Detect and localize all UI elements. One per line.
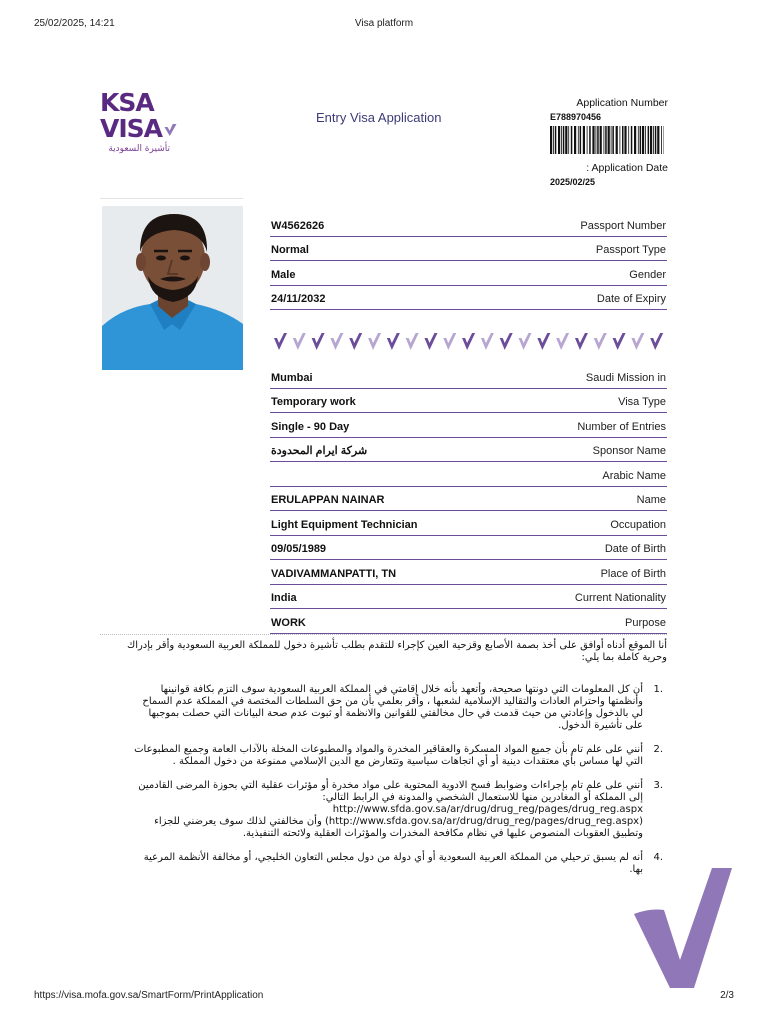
field-value: شركة ايرام المحدودة [271, 445, 368, 457]
field-label: Date of Expiry [596, 293, 666, 305]
decorative-check-strip-icon [272, 332, 667, 352]
field-row [270, 536, 667, 561]
field-value: Temporary work [271, 396, 356, 408]
field-row [270, 438, 667, 463]
print-title: Visa platform [354, 18, 414, 29]
field-label: Arabic Name [602, 469, 666, 482]
print-footer [34, 990, 734, 1004]
print-page-number: 2/3 [720, 990, 734, 1001]
terms-intro: أنا الموقع أدناه أوافق على أخذ بصمة الأصابع وقزحية العين كإجراء للتقدم بطلب تأشيرة دخول للمملكة العربية السعودية وأقر بإدراك وحرية كاملة بما يلي: [126, 640, 667, 663]
field-value: India [271, 592, 297, 604]
terms-item-text: أنه لم يسبق ترحيلي من المملكة العربية السعودية أو أي دولة من دول مجلس التعاون الخليجي، أو مخالفة الأنظمة المرعية بها. [143, 852, 643, 875]
terms-item [134, 780, 663, 840]
logo-arabic: تأشيرة السعودية [108, 144, 170, 154]
visa-fields [270, 364, 667, 634]
field-label: Gender [629, 268, 666, 281]
field-label: Number of Entries [577, 420, 666, 433]
field-label: Name [636, 494, 666, 506]
field-row [270, 560, 667, 585]
logo-line2-wrap [100, 116, 178, 142]
application-info [550, 97, 668, 187]
field-value: 09/05/1989 [271, 543, 327, 555]
field-row [270, 609, 667, 634]
logo-line2: VISA [100, 114, 163, 143]
passport-fields [270, 212, 667, 310]
terms-item-number: 1. [653, 684, 663, 695]
terms-divider [100, 634, 667, 635]
logo-line1: KSA [100, 88, 154, 117]
field-row [270, 212, 667, 237]
field-label: Passport Type [595, 244, 666, 256]
field-row [270, 237, 667, 262]
field-value: Light Equipment Technician [271, 518, 418, 531]
terms-list [100, 684, 667, 876]
field-value: WORK [271, 616, 306, 629]
field-value: W4562626 [271, 219, 325, 232]
application-date-label: : Application Date [586, 162, 668, 174]
field-label: Place of Birth [600, 567, 666, 580]
application-date: 2025/02/25 [550, 177, 596, 187]
field-value: Male [271, 268, 296, 281]
field-value: ERULAPPAN NAINAR [271, 494, 385, 506]
watermark-check-icon [634, 868, 734, 988]
field-row [270, 413, 667, 438]
terms-item [134, 744, 663, 768]
logo-check-icon [163, 121, 178, 139]
applicant-portrait-icon [102, 206, 243, 370]
print-timestamp: 25/02/2025, 14:21 [34, 18, 115, 29]
field-label: Passport Number [580, 219, 666, 232]
field-value: Single - 90 Day [271, 420, 350, 433]
field-row [270, 511, 667, 536]
field-value: VADIVAMMANPATTI, TN [271, 567, 397, 580]
field-row [270, 585, 667, 610]
terms-section [100, 640, 667, 888]
terms-item-text: أنني على علم تام بأن جميع المواد المسكرة والعقاقير المخدرة والمواد والمطبوعات المخلة بالآداب العامة وجميع المطبوعات التي لها مساس بأي معتقدات دينية أو أي اتجاهات سياسية وتتعارض مع الدين الإسلامي ممنوعة من دخول المملكة . [134, 744, 643, 767]
terms-item-number: 3. [653, 780, 663, 791]
field-label: Purpose [625, 616, 666, 629]
field-row [270, 487, 667, 512]
field-label: Date of Birth [604, 543, 666, 555]
application-number-label: Application Number [576, 97, 668, 109]
field-value: Normal [271, 244, 309, 256]
terms-item [134, 852, 663, 876]
barcode-icon [550, 126, 664, 154]
application-number: E788970456 [550, 112, 602, 122]
terms-item-text: أنني على علم تام بإجراءات وضوابط فسح الادوية المحتوية على مواد مخدرة أو مؤثرات عقلية التي بحوزة المرضى القادمين إلى المملكة أو المغادرين منها للاستعمال الشخصي والمدونة في الرابط التالي: [138, 780, 643, 803]
sfda-link[interactable]: http://www.sfda.gov.sa/ar/drug/drug_reg/pages/drug_reg.aspx [332, 804, 643, 815]
terms-item-text: أن كل المعلومات التي دونتها صحيحة، وأتعهد بأنه خلال إقامتي في المملكة العربية السعودية سوف التزم بكافة قوانينها وأنظمتها واحترام العادات والتقاليد الإسلامية لشعبها ، وأقر بعلمي بأن من حق السلطات المختصة في المملكة عدم السماح لي بالدخول وإعادتي من حيث قدمت في حال مخالفتي للقوانين والانظمة أو ثبوت عدم صحة البيانات التي حصلت بموجبها على تأشيرة الدخول. [142, 684, 643, 731]
print-url: https://visa.mofa.gov.sa/SmartForm/PrintApplication [34, 990, 264, 1001]
field-label: Visa Type [618, 396, 666, 408]
field-label: Current Nationality [574, 592, 666, 604]
field-label: Occupation [610, 518, 666, 531]
field-value: Mumbai [271, 371, 313, 384]
field-row [270, 261, 667, 286]
ksa-visa-logo [100, 90, 178, 156]
terms-item [134, 684, 663, 732]
print-header [34, 18, 734, 32]
field-label: Sponsor Name [592, 445, 666, 457]
field-row [270, 364, 667, 389]
field-row [270, 462, 667, 487]
terms-item-number: 2. [653, 744, 663, 755]
field-row [270, 389, 667, 414]
terms-item-text: (http://www.sfda.gov.sa/ar/drug/drug_reg/pages/drug_reg.aspx) وأن مخالفتي لذلك سوف يعرضني للجزاء وتطبيق العقوبات المنصوص عليها في نظام مكافحة المخدرات والمؤثرات العقلية ولائحته التنفيذية. [154, 816, 643, 839]
document-title: Entry Visa Application [316, 110, 442, 125]
field-row [270, 286, 667, 311]
terms-item-number: 4. [653, 852, 663, 863]
field-value: 24/11/2032 [271, 293, 326, 305]
applicant-photo [102, 206, 243, 370]
field-label: Saudi Mission in [585, 371, 666, 384]
photo-divider [100, 198, 243, 199]
